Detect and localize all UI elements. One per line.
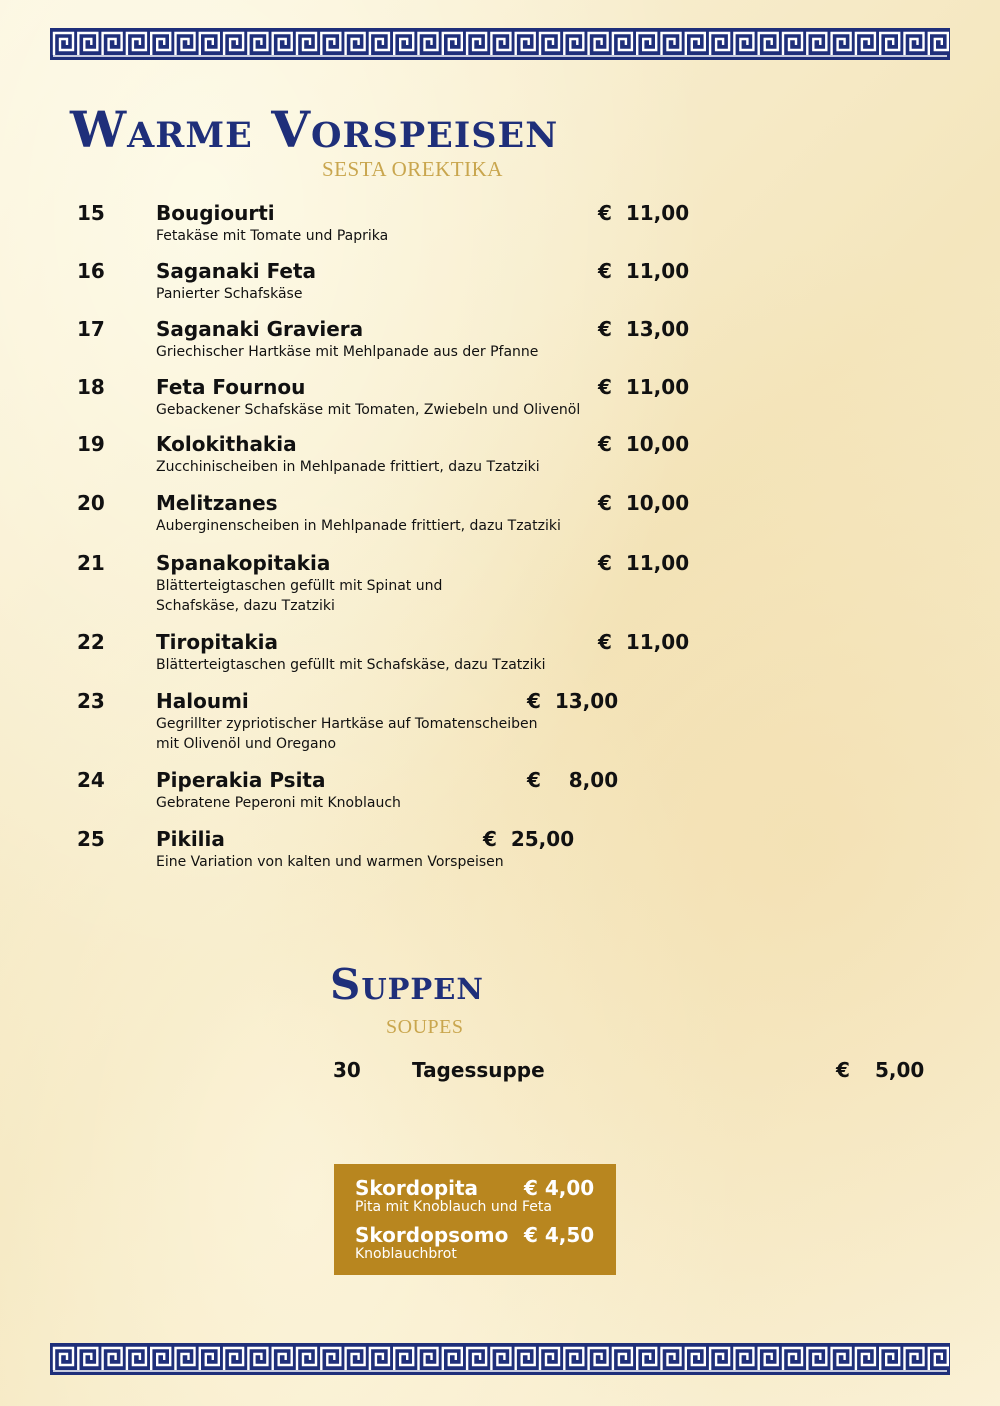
- item-price: € 11,00: [598, 375, 690, 399]
- meander-unit: [929, 1348, 948, 1370]
- meander-unit: [491, 33, 510, 55]
- meander-unit: [832, 1348, 851, 1370]
- meander-unit: [224, 33, 243, 55]
- greek-key-border-bottom: [50, 1343, 950, 1375]
- item-description-line: Gegrillter zypriotischer Hartkäse auf Tomatenscheiben: [156, 716, 538, 732]
- item-name: Haloumi: [156, 689, 249, 713]
- meander-unit: [613, 33, 632, 55]
- special-name: Skordopita: [355, 1176, 479, 1200]
- specials-box: [334, 1164, 616, 1275]
- item-number: 17: [77, 317, 105, 341]
- meander-unit: [783, 1348, 802, 1370]
- item-price: € 25,00: [483, 827, 575, 851]
- meander-unit: [200, 33, 219, 55]
- meander-unit: [564, 1348, 583, 1370]
- meander-unit: [516, 33, 535, 55]
- item-description: Auberginenscheiben in Mehlpanade frittiert, dazu Tzatziki: [156, 518, 561, 534]
- item-name: Kolokithakia: [156, 432, 297, 456]
- item-price: € 13,00: [598, 317, 690, 341]
- item-description: Eine Variation von kalten und warmen Vorspeisen: [156, 854, 504, 870]
- warm-starters-subtitle: SESTA OREKTIKA: [322, 157, 503, 181]
- meander-unit: [589, 33, 608, 55]
- meander-unit: [103, 1348, 122, 1370]
- item-name: Spanakopitakia: [156, 551, 331, 575]
- item-description: Zucchinischeiben in Mehlpanade frittiert, dazu Tzatziki: [156, 459, 540, 475]
- meander-unit: [686, 1348, 705, 1370]
- meander-unit: [540, 33, 559, 55]
- meander-unit: [151, 33, 170, 55]
- meander-unit: [905, 1348, 924, 1370]
- meander-unit: [856, 33, 875, 55]
- meander-unit: [370, 1348, 389, 1370]
- special-name: Skordopsomo: [355, 1223, 509, 1247]
- meander-unit: [516, 1348, 535, 1370]
- meander-unit: [346, 1348, 365, 1370]
- meander-unit: [297, 33, 316, 55]
- meander-unit: [662, 33, 681, 55]
- greek-key-border-top: [50, 28, 950, 60]
- meander-unit: [807, 33, 826, 55]
- item-price: € 11,00: [598, 259, 690, 283]
- item-name: Tiropitakia: [156, 630, 278, 654]
- item-name: Saganaki Graviera: [156, 317, 364, 341]
- meander-unit: [589, 1348, 608, 1370]
- meander-unit: [443, 33, 462, 55]
- meander-unit: [540, 1348, 559, 1370]
- meander-unit: [248, 1348, 267, 1370]
- item-price: € 8,00: [527, 768, 619, 792]
- item-description-line: mit Olivenöl und Oregano: [156, 736, 337, 752]
- item-description: Fetakäse mit Tomate und Paprika: [156, 228, 389, 244]
- warm-starters-title: Warme Vorspeisen: [70, 100, 559, 159]
- meander-unit: [78, 1348, 97, 1370]
- item-name: Tagessuppe: [412, 1058, 545, 1082]
- item-name: Pikilia: [156, 827, 225, 851]
- item-price: 5,00: [875, 1058, 925, 1082]
- meander-unit: [419, 33, 438, 55]
- meander-unit: [248, 33, 267, 55]
- item-name: Feta Fournou: [156, 375, 306, 399]
- special-description: Knoblauchbrot: [355, 1246, 457, 1262]
- item-description-line: Blätterteigtaschen gefüllt mit Spinat und: [156, 578, 443, 594]
- item-number: 25: [77, 827, 105, 851]
- item-name: Saganaki Feta: [156, 259, 317, 283]
- meander-unit: [297, 1348, 316, 1370]
- item-description: Gebratene Peperoni mit Knoblauch: [156, 795, 401, 811]
- item-description: Gebackener Schafskäse mit Tomaten, Zwiebeln und Olivenöl: [156, 402, 581, 418]
- special-description: Pita mit Knoblauch und Feta: [355, 1199, 552, 1215]
- meander-unit: [564, 33, 583, 55]
- meander-unit: [759, 33, 778, 55]
- meander-unit: [176, 1348, 195, 1370]
- meander-unit: [880, 1348, 899, 1370]
- meander-unit: [394, 1348, 413, 1370]
- item-number: 23: [77, 689, 105, 713]
- meander-unit: [856, 1348, 875, 1370]
- meander-unit: [78, 33, 97, 55]
- meander-unit: [394, 33, 413, 55]
- item-description: Panierter Schafskäse: [156, 286, 303, 302]
- soups-title: Suppen: [330, 960, 484, 1009]
- item-description-line: Schafskäse, dazu Tzatziki: [156, 598, 335, 614]
- item-price: € 13,00: [527, 689, 619, 713]
- item-number: 24: [77, 768, 105, 792]
- meander-unit: [662, 1348, 681, 1370]
- meander-unit: [419, 1348, 438, 1370]
- meander-unit: [54, 1348, 73, 1370]
- meander-unit: [273, 33, 292, 55]
- item-number: 15: [77, 201, 105, 225]
- item-description: Griechischer Hartkäse mit Mehlpanade aus der Pfanne: [156, 344, 539, 360]
- meander-unit: [151, 1348, 170, 1370]
- item-price: € 11,00: [598, 630, 690, 654]
- meander-unit: [346, 33, 365, 55]
- meander-unit: [783, 33, 802, 55]
- meander-unit: [200, 1348, 219, 1370]
- meander-unit: [370, 33, 389, 55]
- meander-unit: [54, 33, 73, 55]
- meander-unit: [710, 1348, 729, 1370]
- meander-unit: [273, 1348, 292, 1370]
- special-price: € 4,00: [524, 1176, 595, 1200]
- meander-unit: [491, 1348, 510, 1370]
- meander-unit: [321, 33, 340, 55]
- soup-item: [0, 1058, 1000, 1088]
- meander-unit: [710, 33, 729, 55]
- item-number: 19: [77, 432, 105, 456]
- meander-unit: [613, 1348, 632, 1370]
- soups-subtitle: SOUPES: [386, 1016, 464, 1038]
- meander-unit: [686, 33, 705, 55]
- meander-unit: [467, 1348, 486, 1370]
- meander-unit: [734, 33, 753, 55]
- meander-unit: [759, 1348, 778, 1370]
- item-number: 30: [333, 1058, 361, 1082]
- item-name: Bougiourti: [156, 201, 275, 225]
- special-price: € 4,50: [524, 1223, 595, 1247]
- meander-unit: [929, 33, 948, 55]
- currency-symbol: €: [836, 1058, 850, 1082]
- item-name: Melitzanes: [156, 491, 278, 515]
- meander-unit: [880, 33, 899, 55]
- meander-unit: [443, 1348, 462, 1370]
- item-price: € 11,00: [598, 201, 690, 225]
- meander-unit: [127, 33, 146, 55]
- meander-unit: [807, 1348, 826, 1370]
- meander-unit: [127, 1348, 146, 1370]
- item-number: 21: [77, 551, 105, 575]
- item-description: [156, 714, 596, 754]
- item-number: 22: [77, 630, 105, 654]
- meander-unit: [832, 33, 851, 55]
- meander-unit: [321, 1348, 340, 1370]
- meander-unit: [637, 33, 656, 55]
- meander-unit: [905, 33, 924, 55]
- item-price: € 11,00: [598, 551, 690, 575]
- item-description: Blätterteigtaschen gefüllt mit Schafskäse, dazu Tzatziki: [156, 657, 546, 673]
- item-price: € 10,00: [598, 491, 690, 515]
- meander-unit: [224, 1348, 243, 1370]
- meander-unit: [103, 33, 122, 55]
- meander-unit: [176, 33, 195, 55]
- item-number: 16: [77, 259, 105, 283]
- item-number: 18: [77, 375, 105, 399]
- item-number: 20: [77, 491, 105, 515]
- item-name: Piperakia Psita: [156, 768, 326, 792]
- meander-unit: [734, 1348, 753, 1370]
- meander-unit: [467, 33, 486, 55]
- item-description: [156, 576, 596, 616]
- item-price: € 10,00: [598, 432, 690, 456]
- meander-unit: [637, 1348, 656, 1370]
